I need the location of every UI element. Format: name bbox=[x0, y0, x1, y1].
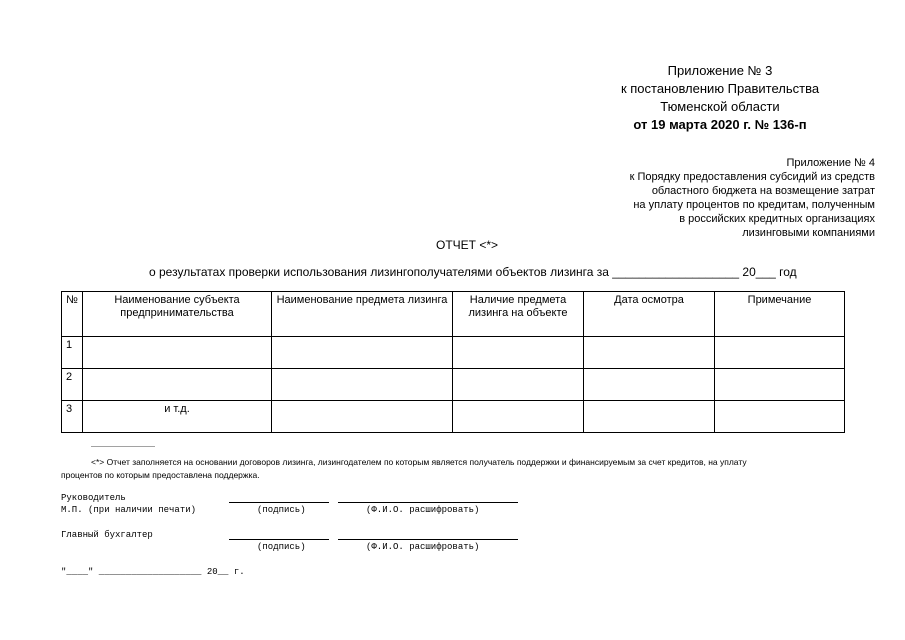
cell-leasing-item bbox=[272, 401, 453, 433]
table-header-row bbox=[62, 292, 845, 337]
head-name-line bbox=[338, 502, 518, 503]
cell-presence bbox=[453, 337, 584, 369]
report-table bbox=[61, 291, 845, 433]
head-name-caption: (Ф.И.О. расшифровать) bbox=[366, 505, 480, 515]
report-title: ОТЧЕТ <*> bbox=[436, 238, 499, 252]
appendix-header bbox=[595, 62, 845, 134]
table-row bbox=[62, 337, 845, 369]
footnote-separator: -------------------------------- bbox=[91, 444, 155, 450]
footnote-line-2: процентов по которым предоставлена поддержка. bbox=[61, 470, 260, 480]
subheader-line-4: на уплату процентов по кредитам, полученным bbox=[633, 199, 875, 211]
cell-entity bbox=[83, 337, 272, 369]
accountant-name-line bbox=[338, 539, 518, 540]
cell-leasing-item bbox=[272, 337, 453, 369]
table-row bbox=[62, 401, 845, 433]
head-signature-line bbox=[229, 502, 329, 503]
subheader-line-1: Приложение № 4 bbox=[786, 157, 875, 169]
subheader-line-3: областного бюджета на возмещение затрат bbox=[651, 185, 875, 197]
col-header-entity: Наименование субъекта предпринимательства bbox=[83, 292, 272, 337]
cell-leasing-item bbox=[272, 369, 453, 401]
appendix-subheader bbox=[575, 156, 875, 240]
cell-note bbox=[715, 337, 845, 369]
subheader-line-5: в российских кредитных организациях bbox=[679, 213, 875, 225]
appendix-number: Приложение № 3 bbox=[667, 63, 773, 78]
row-number: 3 bbox=[62, 401, 83, 433]
cell-presence bbox=[453, 369, 584, 401]
date-line: "____" ___________________ 20__ г. bbox=[61, 567, 245, 577]
row-number: 1 bbox=[62, 337, 83, 369]
appendix-date: от 19 марта 2020 г. № 136-п bbox=[633, 117, 807, 132]
subheader-line-2: к Порядку предоставления субсидий из средств bbox=[629, 171, 875, 183]
cell-entity: и т.д. bbox=[83, 401, 272, 433]
table-row bbox=[62, 369, 845, 401]
head-signature-caption: (подпись) bbox=[257, 505, 306, 515]
subheader-line-6: лизинговыми компаниями bbox=[742, 227, 875, 239]
col-header-leasing-item: Наименование предмета лизинга bbox=[272, 292, 453, 337]
cell-entity bbox=[83, 369, 272, 401]
appendix-decree: к постановлению Правительства bbox=[620, 81, 820, 96]
accountant-signature-caption: (подпись) bbox=[257, 542, 306, 552]
cell-inspection-date bbox=[584, 369, 715, 401]
report-subtitle: о результатах проверки использования лизингополучателями объектов лизинга за ___________________ 20___ год bbox=[149, 265, 797, 279]
col-header-note: Примечание bbox=[715, 292, 845, 337]
appendix-region: Тюменской области bbox=[660, 99, 780, 114]
cell-presence bbox=[453, 401, 584, 433]
accountant-name-caption: (Ф.И.О. расшифровать) bbox=[366, 542, 480, 552]
col-header-presence: Наличие предмета лизинга на объекте bbox=[453, 292, 584, 337]
accountant-signature-line bbox=[229, 539, 329, 540]
cell-note bbox=[715, 401, 845, 433]
row-number: 2 bbox=[62, 369, 83, 401]
col-header-inspection-date: Дата осмотра bbox=[584, 292, 715, 337]
head-label: Руководитель bbox=[61, 493, 126, 503]
cell-note bbox=[715, 369, 845, 401]
cell-inspection-date bbox=[584, 401, 715, 433]
accountant-label: Главный бухгалтер bbox=[61, 530, 153, 540]
col-header-number: № bbox=[62, 292, 83, 337]
cell-inspection-date bbox=[584, 337, 715, 369]
footnote-line-1: <*> Отчет заполняется на основании договоров лизинга, лизингодателем по которым является получатель поддержки и финансируемым за счет кредитов, на уплату bbox=[91, 457, 747, 467]
stamp-label: М.П. (при наличии печати) bbox=[61, 505, 197, 515]
